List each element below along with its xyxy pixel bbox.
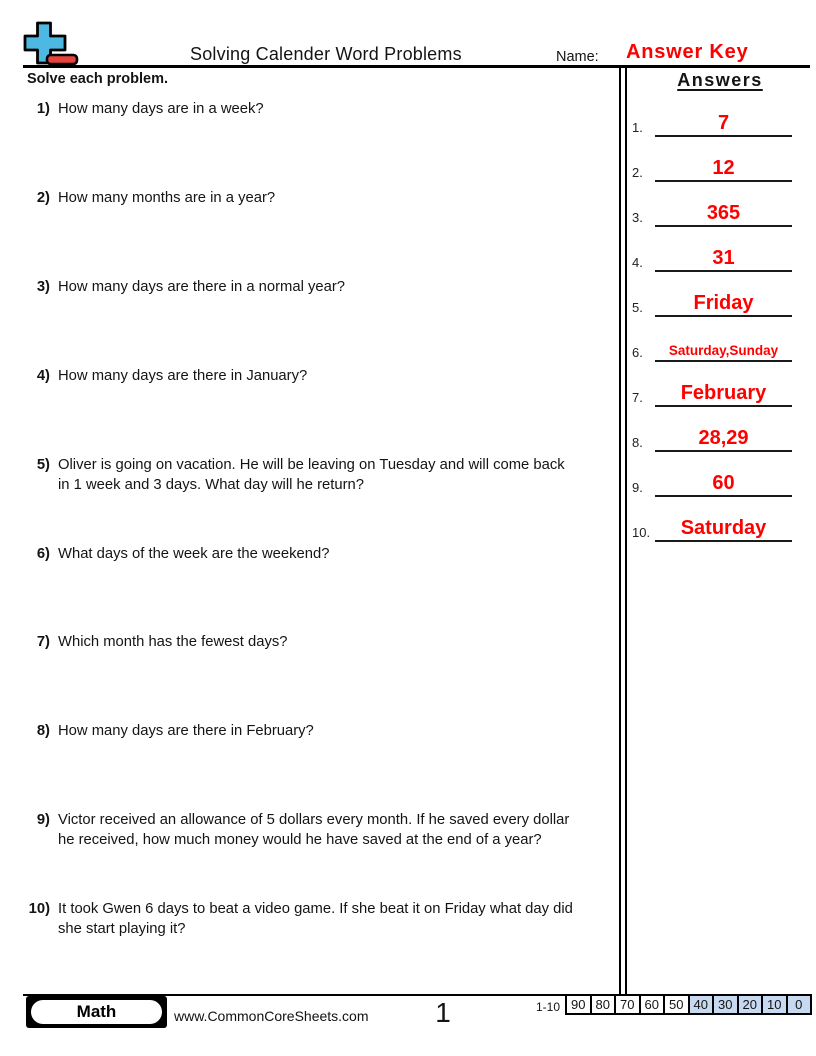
answers-column-divider xyxy=(619,66,627,995)
answer-row xyxy=(628,105,812,137)
answer-row xyxy=(628,285,812,317)
page-number: 1 xyxy=(435,997,451,1028)
answer-blank-line xyxy=(655,225,792,227)
answer-row xyxy=(628,465,812,497)
answer-number: 8. xyxy=(632,435,643,450)
question-text-line: What days of the week are the weekend? xyxy=(58,546,330,562)
score-cell: 90 xyxy=(567,996,590,1013)
score-grid xyxy=(565,994,812,1015)
name-label: Name: xyxy=(556,49,599,65)
minus-icon xyxy=(47,55,77,64)
question-text xyxy=(58,722,618,742)
question-text xyxy=(58,100,618,120)
answer-number: 10. xyxy=(632,525,651,540)
score-cell: 0 xyxy=(786,996,811,1013)
answer-blank-line xyxy=(655,180,792,182)
answer-row xyxy=(628,510,812,542)
question-number: 6) xyxy=(36,546,50,562)
score-cell: 70 xyxy=(614,996,639,1013)
question xyxy=(0,278,618,298)
question-text xyxy=(58,367,618,387)
question-text xyxy=(58,545,618,565)
plus-minus-logo-icon xyxy=(20,18,84,66)
question-text-line: How many days are in a week? xyxy=(58,101,264,117)
question xyxy=(0,456,618,495)
question xyxy=(0,189,618,209)
answer-number: 5. xyxy=(632,300,643,315)
question-text-line: she start playing it? xyxy=(58,920,186,937)
answer-blank-line xyxy=(655,540,792,542)
answer-value: 28,29 xyxy=(698,427,749,449)
answer-number: 1. xyxy=(632,120,643,135)
question-text xyxy=(58,900,618,939)
question-number: 4) xyxy=(36,368,50,384)
answer-row xyxy=(628,420,812,452)
question-text-line: he received, how much money would he have saved at the end of a year? xyxy=(58,831,542,848)
answer-number: 2. xyxy=(632,165,643,180)
question-text-line: Oliver is going on vacation. He will be leaving on Tuesday and will come back xyxy=(58,457,565,473)
question-text-line: Victor received an allowance of 5 dollars every month. If he saved every dollar xyxy=(58,812,570,828)
worksheet-title: Solving Calender Word Problems xyxy=(190,44,462,64)
answers-heading: Answers xyxy=(677,70,763,90)
answer-blank-line xyxy=(655,495,792,497)
question xyxy=(0,811,618,850)
answer-number: 7. xyxy=(632,390,643,405)
question xyxy=(0,545,618,565)
answer-row xyxy=(628,195,812,227)
answer-number: 4. xyxy=(632,255,643,270)
question-text-line: How many days are there in a normal year? xyxy=(58,279,346,295)
answer-row xyxy=(628,240,812,272)
answer-value: 31 xyxy=(712,247,735,269)
question xyxy=(0,900,618,939)
score-cell: 80 xyxy=(590,996,615,1013)
question-text-line: How many months are in a year? xyxy=(58,190,276,206)
question-number: 1) xyxy=(36,101,50,117)
question-text xyxy=(58,811,618,850)
question xyxy=(0,100,618,120)
answer-key-text: Answer Key xyxy=(626,41,749,63)
answer-blank-line xyxy=(655,450,792,452)
answer-blank-line xyxy=(655,135,792,137)
answer-value: February xyxy=(680,382,767,404)
answer-number: 3. xyxy=(632,210,643,225)
answer-value: Friday xyxy=(693,292,754,314)
question-number: 8) xyxy=(36,723,50,739)
answer-number: 6. xyxy=(632,345,643,360)
instructions-text: Solve each problem. xyxy=(27,71,169,87)
answer-value: Saturday,Sunday xyxy=(668,342,779,358)
score-cell: 50 xyxy=(663,996,688,1013)
answer-value: 7 xyxy=(717,112,730,134)
subject-label: Math xyxy=(31,1000,162,1024)
answer-row xyxy=(628,150,812,182)
question-text-line: How many days are there in January? xyxy=(58,368,308,384)
answer-row xyxy=(628,375,812,407)
question-text xyxy=(58,278,618,298)
answer-blank-line xyxy=(655,315,792,317)
subject-badge xyxy=(26,996,167,1028)
question-text xyxy=(58,633,618,653)
question-number: 10) xyxy=(28,901,50,917)
score-cell: 30 xyxy=(712,996,737,1013)
question-number: 2) xyxy=(36,190,50,206)
question-text xyxy=(58,189,618,209)
score-cell: 10 xyxy=(761,996,786,1013)
question xyxy=(0,633,618,653)
question-number: 5) xyxy=(36,457,50,473)
question-text-line: It took Gwen 6 days to beat a video game. If she beat it on Friday what day did xyxy=(58,901,573,917)
question-number: 3) xyxy=(36,279,50,295)
question-text-line: Which month has the fewest days? xyxy=(58,634,288,650)
header-divider xyxy=(23,65,810,68)
question-text xyxy=(58,456,618,495)
answer-number: 9. xyxy=(632,480,643,495)
score-cell: 40 xyxy=(688,996,713,1013)
answer-blank-line xyxy=(655,270,792,272)
answer-value: Saturday xyxy=(680,517,767,539)
answer-row xyxy=(628,330,812,362)
answer-blank-line xyxy=(655,360,792,362)
question xyxy=(0,367,618,387)
score-cell: 60 xyxy=(639,996,664,1013)
answer-value: 12 xyxy=(712,157,735,179)
question-text-line: How many days are there in February? xyxy=(58,723,314,739)
question-number: 7) xyxy=(36,634,50,650)
website-text: www.CommonCoreSheets.com xyxy=(174,1008,369,1024)
score-cell: 20 xyxy=(737,996,762,1013)
answer-blank-line xyxy=(655,405,792,407)
question-number: 9) xyxy=(36,812,50,828)
question-text-line: in 1 week and 3 days. What day will he return? xyxy=(58,476,364,493)
answer-value: 60 xyxy=(712,472,735,494)
answer-value: 365 xyxy=(706,202,741,224)
question xyxy=(0,722,618,742)
score-range-label: 1-10 xyxy=(535,1000,560,1014)
